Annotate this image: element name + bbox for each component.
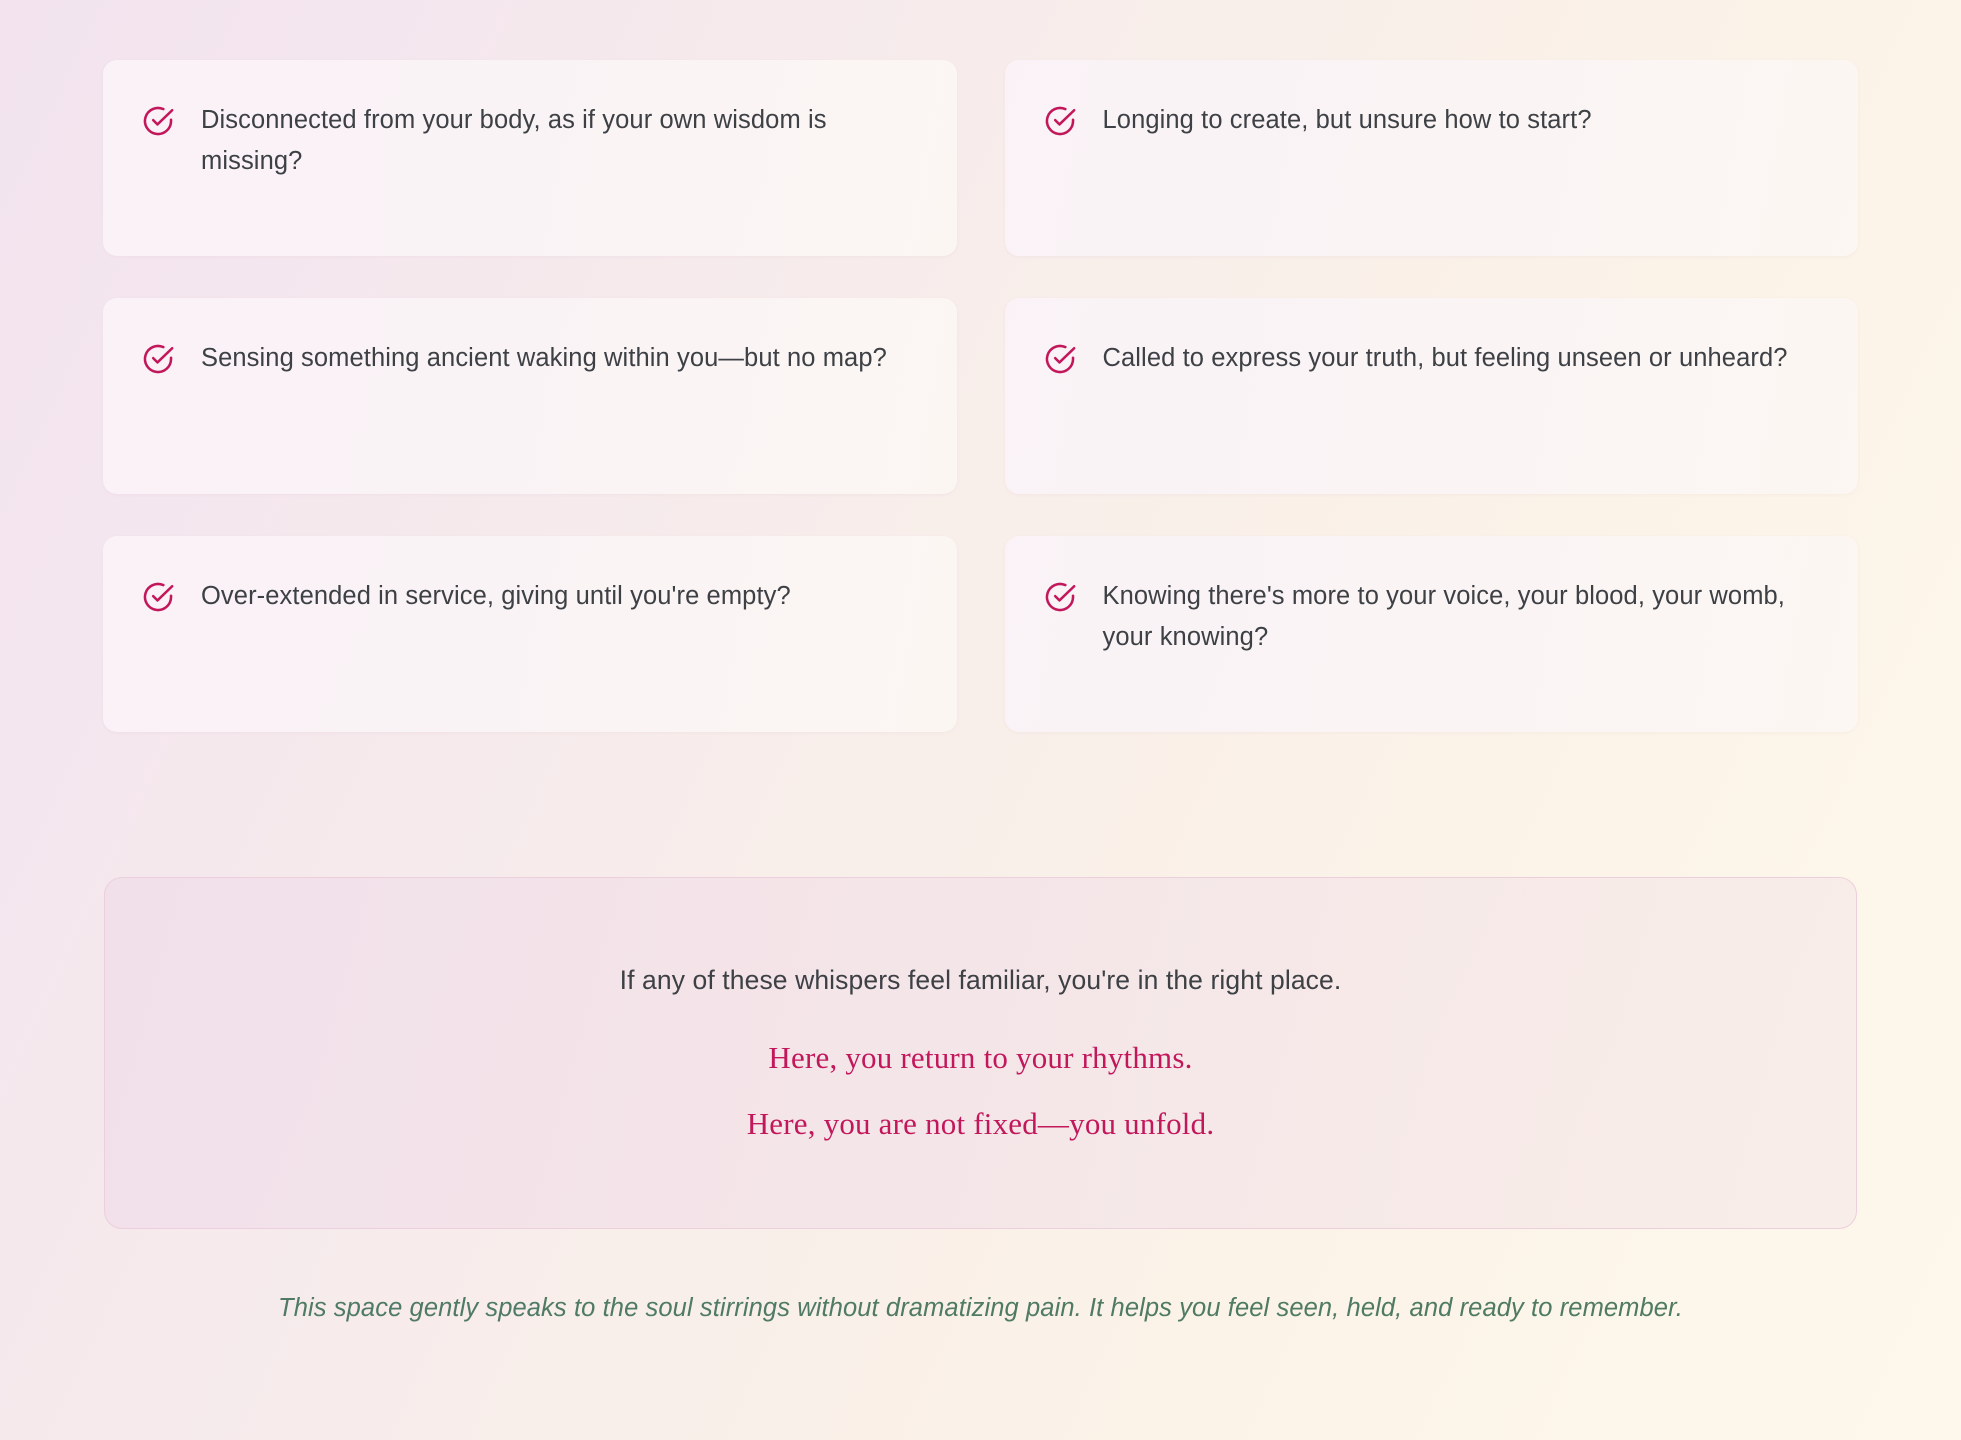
whisper-card-text: Over-extended in service, giving until you're empty? [201,582,791,610]
whisper-card-text: Longing to create, but unsure how to start? [1102,106,1592,134]
whisper-card [103,60,957,256]
footnote-text: This space gently speaks to the soul stirrings without dramatizing pain. It helps you feel seen, held, and ready to remember. [278,1294,1683,1322]
reassurance-callout [104,877,1857,1229]
whisper-card [1005,60,1859,256]
callout-line-two: Here, you are not fixed—you unfold. [746,1105,1215,1141]
check-circle-icon [1043,342,1077,376]
whisper-card-text: Called to express your truth, but feeling unseen or unheard? [1102,344,1788,372]
whisper-card [103,536,957,732]
whisper-card [103,298,957,494]
callout-lead-text: If any of these whispers feel familiar, you're in the right place. [619,964,1342,995]
check-circle-icon [141,580,175,614]
whisper-card-text: Knowing there's more to your voice, your blood, your womb, your knowing? [1102,582,1785,652]
whisper-card [1005,298,1859,494]
callout-line-one: Here, you return to your rhythms. [768,1039,1193,1075]
whisper-card-text: Disconnected from your body, as if your own wisdom is missing? [201,106,827,176]
check-circle-icon [1043,104,1077,138]
whisper-card-grid [103,60,1858,732]
check-circle-icon [141,342,175,376]
whisper-card [1005,536,1859,732]
check-circle-icon [1043,580,1077,614]
check-circle-icon [141,104,175,138]
whisper-card-text: Sensing something ancient waking within you—but no map? [201,344,887,372]
